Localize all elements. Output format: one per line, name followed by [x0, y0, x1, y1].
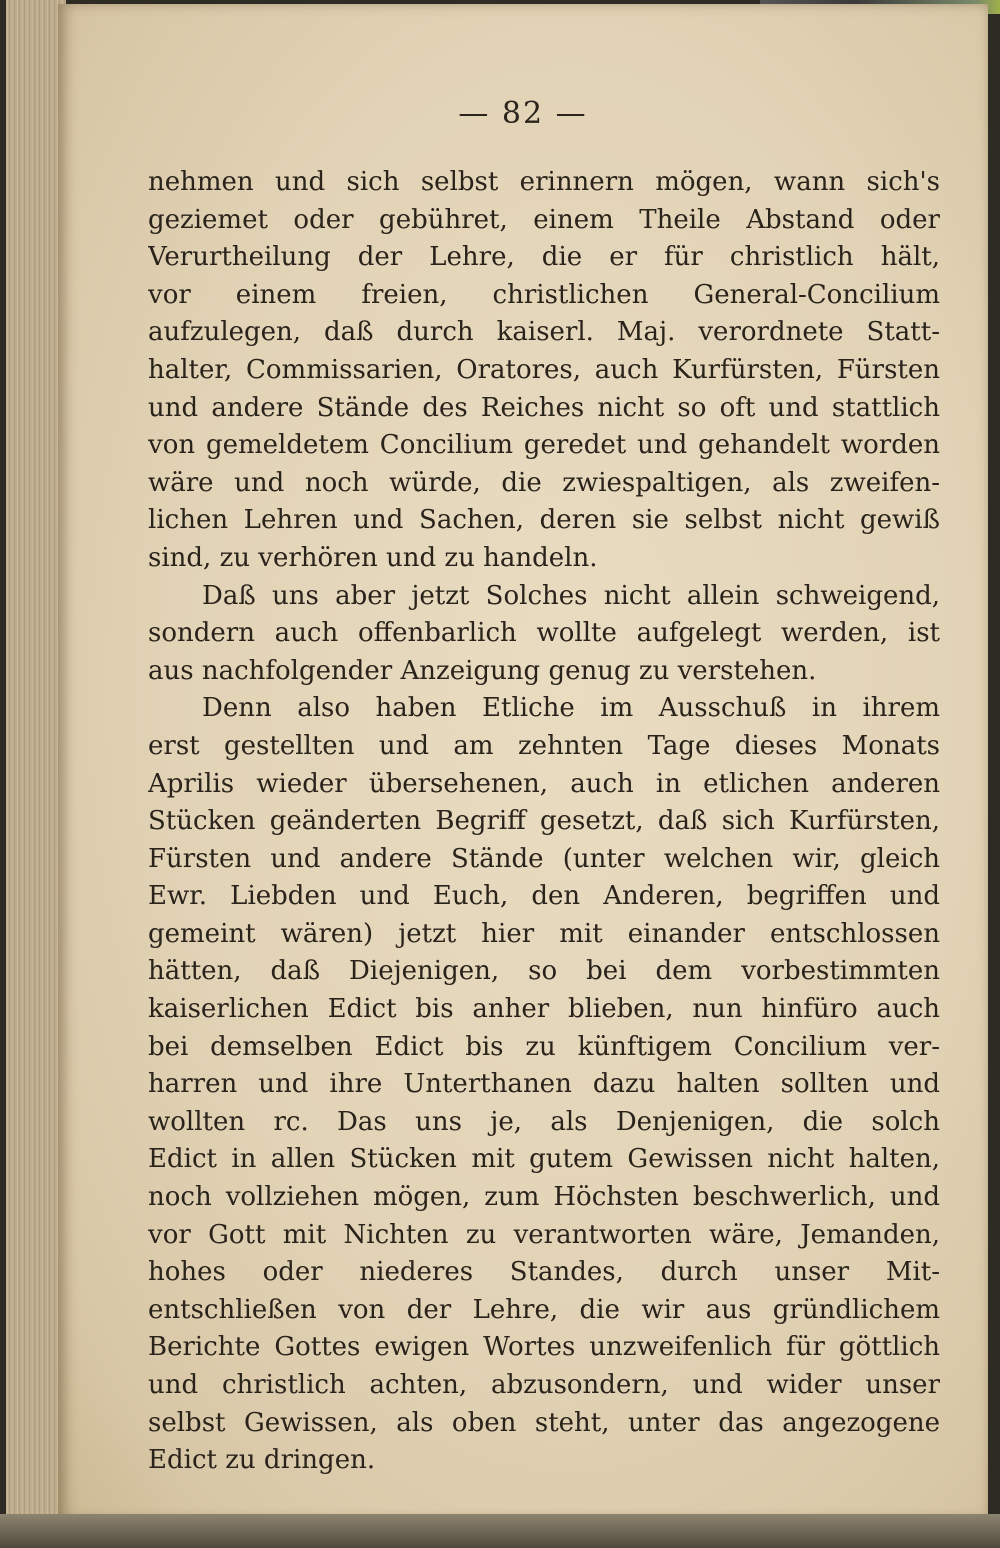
text-line: harren und ihre Unterthanen dazu halten sollten und: [148, 1069, 940, 1100]
text-line: sind, zu verhören und zu handeln.: [148, 542, 598, 573]
text-line: selbst Gewissen, als oben steht, unter das angezogene: [148, 1407, 940, 1438]
body-text: [148, 164, 940, 1480]
text-line: sondern auch offenbarlich wollte aufgelegt werden, ist: [148, 618, 940, 649]
text-line: Fürsten und andere Stände (unter welchen wir, gleich: [148, 843, 940, 874]
text-line: geziemet oder gebühret, einem Theile Abstand oder: [148, 204, 940, 235]
text-line: Denn also haben Etliche im Ausschuß in ihrem: [202, 693, 940, 724]
page-edges: [6, 0, 66, 1548]
text-line: Edict zu dringen.: [148, 1445, 376, 1476]
text-line: wäre und noch würde, die zwiespaltigen, als zweifen-: [148, 467, 940, 498]
text-line: wollten rc. Das uns je, als Denjenigen, die solch: [148, 1106, 940, 1137]
text-line: Verurtheilung der Lehre, die er für christlich hält,: [148, 242, 940, 273]
text-line: bei demselben Edict bis zu künftigem Concilium ver-: [148, 1031, 940, 1062]
text-line: vor einem freien, christlichen General-Concilium: [148, 279, 940, 310]
text-line: hätten, daß Diejenigen, so bei dem vorbestimmten: [148, 956, 940, 987]
text-line: Aprilis wieder übersehenen, auch in etlichen anderen: [148, 768, 940, 799]
book-page: [58, 4, 988, 1524]
text-line: hohes oder niederes Standes, durch unser Mit-: [148, 1257, 940, 1288]
text-line: Edict in allen Stücken mit gutem Gewissen nicht halten,: [148, 1144, 940, 1175]
page-number: — 82 —: [458, 96, 588, 131]
text-line: Berichte Gottes ewigen Wortes unzweifenlich für göttlich: [148, 1332, 940, 1363]
text-line: erst gestellten und am zehnten Tage dieses Monats: [148, 730, 940, 761]
text-line: von gemeldetem Concilium geredet und gehandelt worden: [148, 430, 940, 461]
text-line: aus nachfolgender Anzeigung genug zu verstehen.: [148, 655, 817, 686]
text-line: Ewr. Liebden und Euch, den Anderen, begriffen und: [148, 881, 940, 912]
text-line: entschließen von der Lehre, die wir aus gründlichem: [148, 1294, 940, 1325]
text-line: nehmen und sich selbst erinnern mögen, wann sich's: [148, 167, 940, 197]
text-line: aufzulegen, daß durch kaiserl. Maj. verordnete Statt-: [148, 317, 940, 348]
page-bottom-edge: [0, 1514, 1000, 1548]
text-line: und christlich achten, abzusondern, und wider unser: [148, 1370, 940, 1400]
text-line: vor Gott mit Nichten zu verantworten wäre, Jemanden,: [148, 1219, 940, 1250]
text-line: gemeint wären) jetzt hier mit einander entschlossen: [148, 918, 940, 949]
text-line: kaiserlichen Edict bis anher blieben, nun hinfüro auch: [148, 994, 940, 1025]
text-line: halter, Commissarien, Oratores, auch Kurfürsten, Fürsten: [148, 354, 940, 385]
text-line: und andere Stände des Reiches nicht so oft und stattlich: [148, 392, 940, 423]
text-line: Stücken geänderten Begriff gesetzt, daß sich Kurfürsten,: [148, 806, 940, 837]
text-line: Daß uns aber jetzt Solches nicht allein schweigend,: [202, 580, 940, 611]
text-line: noch vollziehen mögen, zum Höchsten beschwerlich, und: [148, 1182, 940, 1213]
text-line: lichen Lehren und Sachen, deren sie selbst nicht gewiß: [148, 505, 940, 536]
